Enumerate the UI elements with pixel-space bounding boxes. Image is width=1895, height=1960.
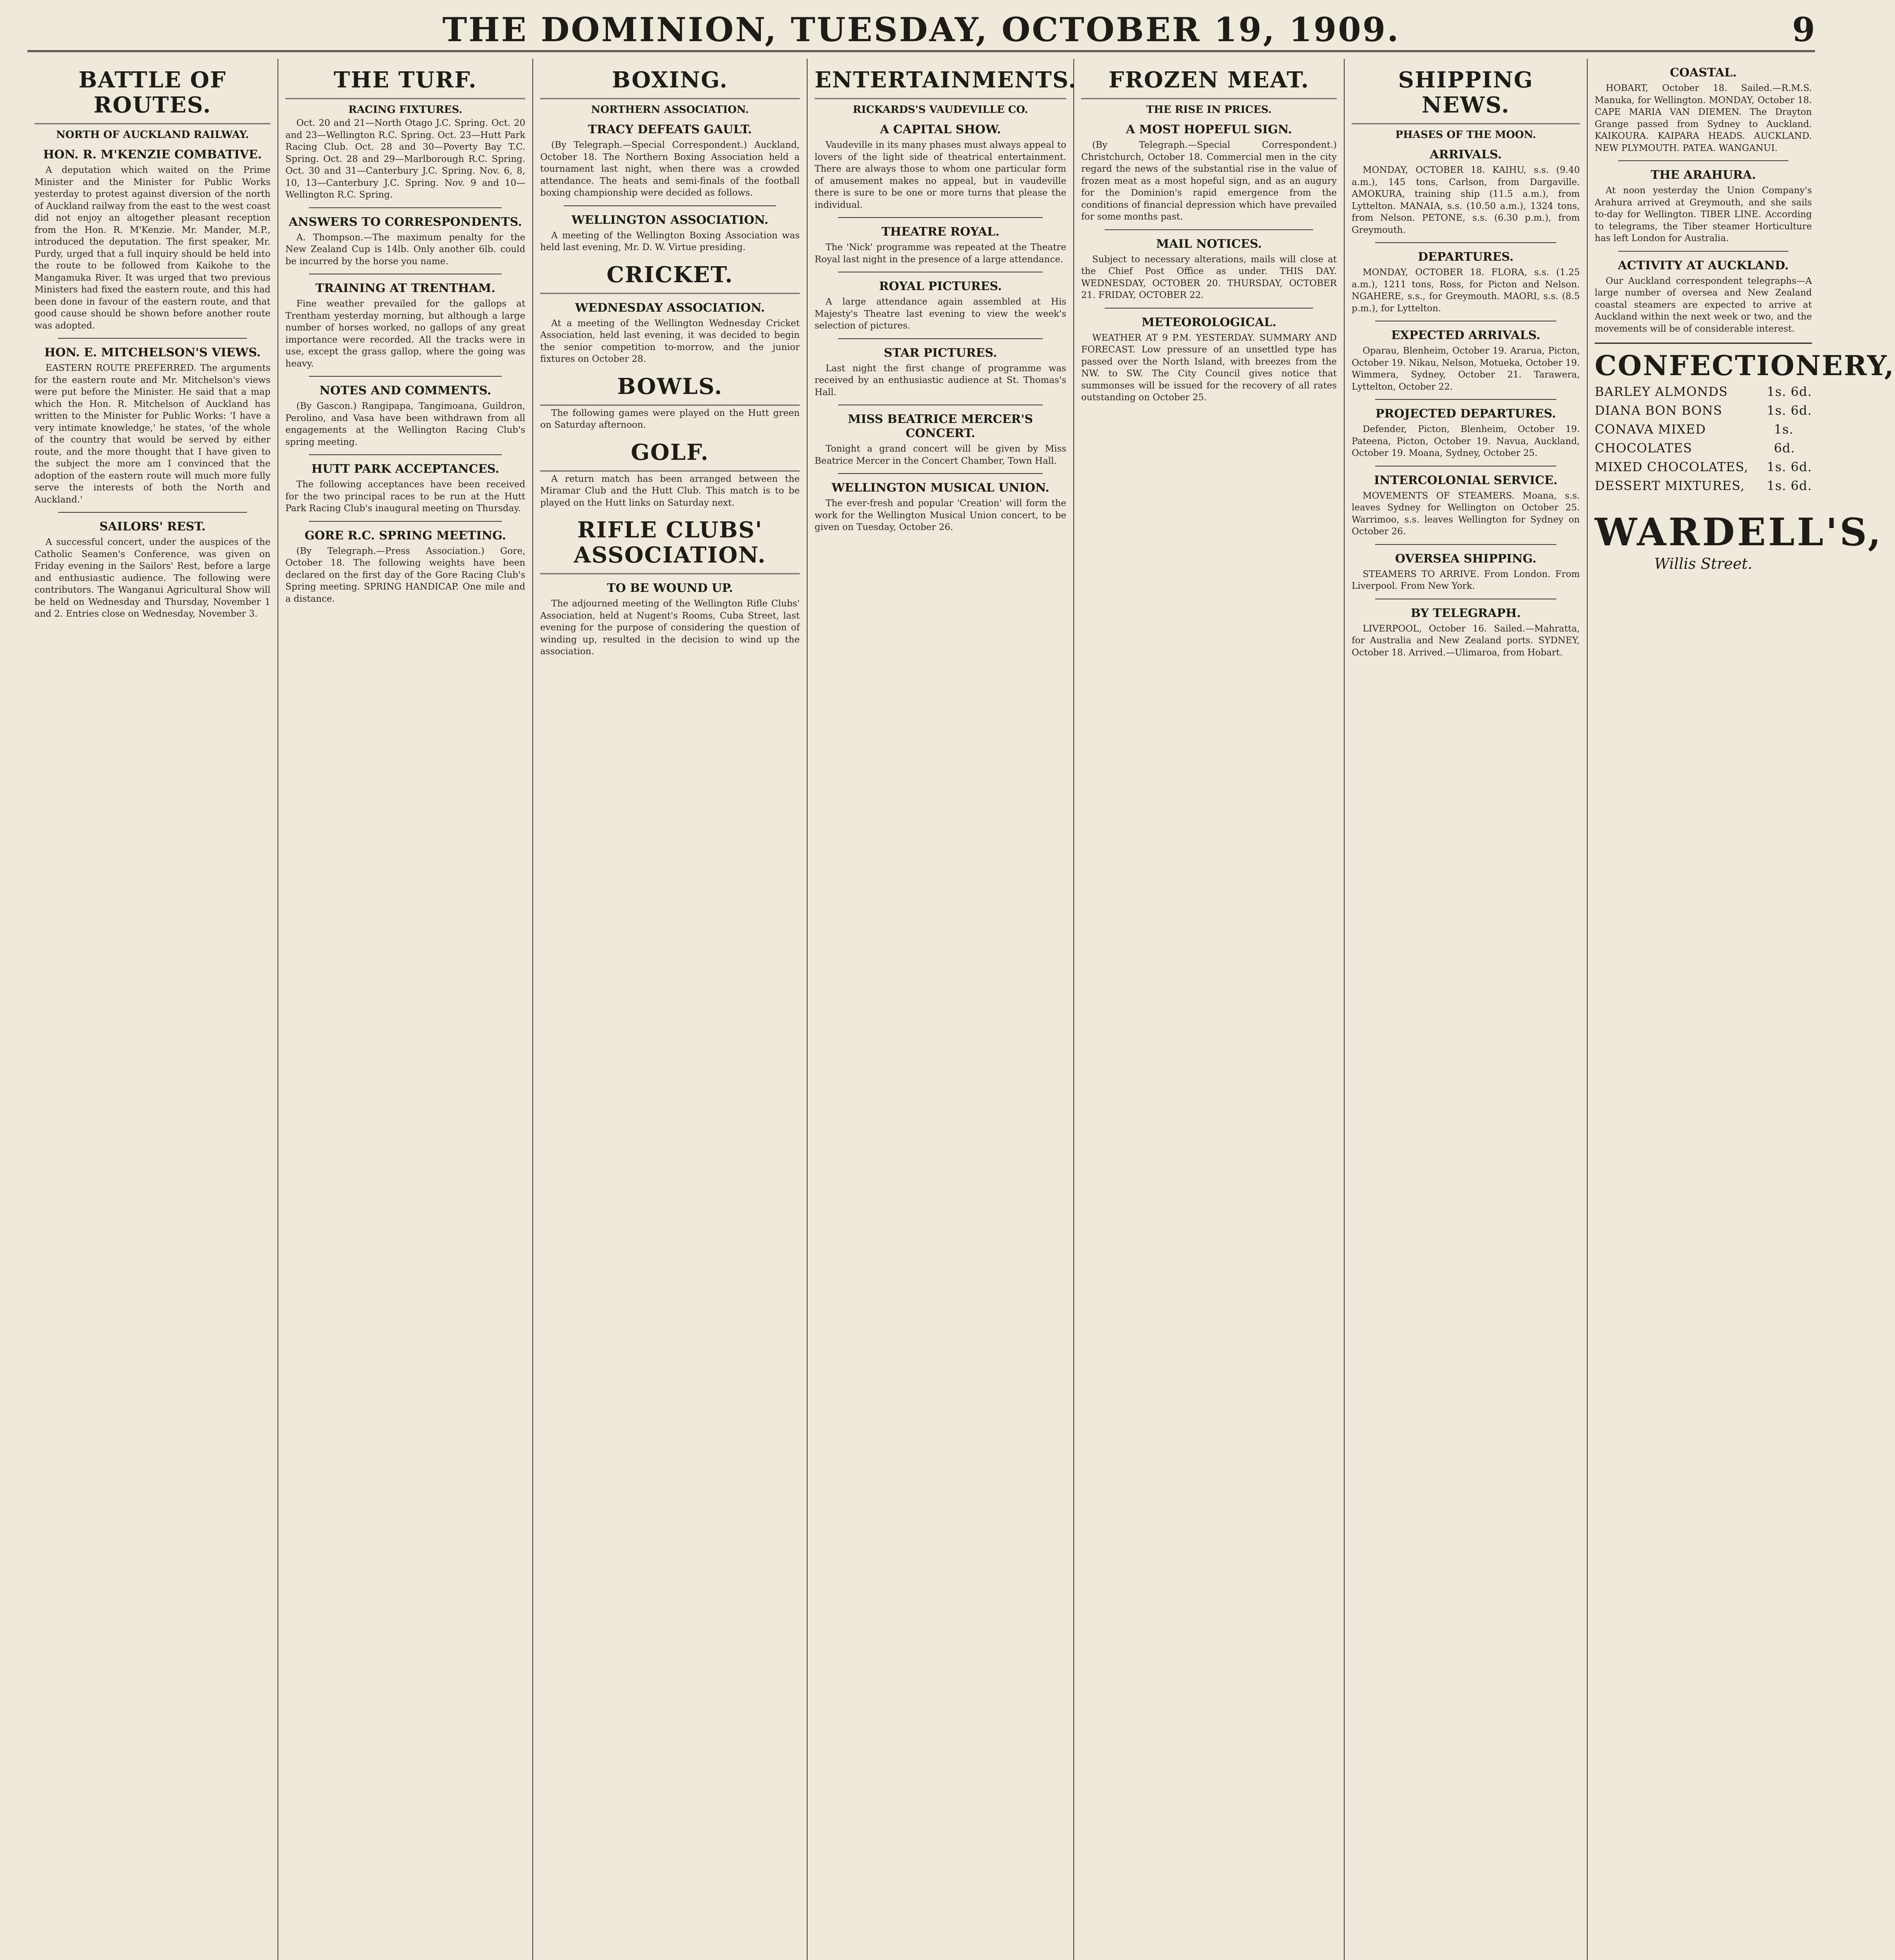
- section-heading: RIFLE CLUBS' ASSOCIATION.: [540, 517, 800, 574]
- article-headline: EXPECTED ARRIVALS.: [1391, 328, 1541, 342]
- item-price: 1s. 6d.: [1766, 384, 1812, 399]
- divider: [838, 338, 1043, 339]
- article-headline: ROYAL PICTURES.: [879, 279, 1002, 293]
- article-headline: WELLINGTON ASSOCIATION.: [571, 213, 769, 227]
- article-headline: HON. R. M'KENZIE COMBATIVE.: [43, 148, 262, 162]
- section-heading: GOLF.: [540, 440, 800, 472]
- article-headline: NOTES AND COMMENTS.: [319, 384, 492, 397]
- article-body: [1352, 490, 1580, 538]
- article-body: [540, 473, 800, 509]
- divider: [564, 205, 776, 206]
- article-body: [540, 230, 800, 254]
- article-body: [1352, 568, 1580, 592]
- paragraph: MONDAY, OCTOBER 18. KAIHU, s.s. (9.40 a.m.), 145 tons, Carlson, from Dargaville. AMOKURA, training ship (11.5 a.m.), from Lyttelton. MANAIA, s.s. (10.50 a.m.), 1324 tons, from Nelson. PETONE, s.s. (6.30 p.m.), from Greymouth.: [1352, 165, 1580, 235]
- article-headline: STAR PICTURES.: [884, 346, 997, 360]
- article-headline: MISS BEATRICE MERCER'S CONCERT.: [848, 412, 1033, 440]
- item-name: CONAVA MIXED CHOCOLATES: [1595, 422, 1706, 456]
- divider: [1105, 229, 1313, 230]
- column-2: [278, 59, 533, 1960]
- item-name: DESSERT MIXTURES,: [1595, 478, 1745, 493]
- article-headline: PROJECTED DEPARTURES.: [1375, 407, 1556, 421]
- article-body: [815, 363, 1066, 399]
- paragraph: EASTERN ROUTE PREFERRED. The arguments for the eastern route and Mr. Mitchelson's views were put before the Minister. He said that a map which the Hon. R. Mitchelson of Auckland has written to the Minister for Public Works: 'I have a very intimate knowledge,' he states, 'of the whole of the country that would be served by either route, and the more thought that I have given to the subject the more am I convinced that the adoption of the eastern route will much more fully serve the interests of both the North and Auckland.': [34, 363, 270, 505]
- paragraph: MOVEMENTS OF STEAMERS. Moana, s.s. leaves Sydney for Wellington on October 25. Warrimoo, s.s. leaves Wellington for Sydney on October 26.: [1352, 490, 1580, 537]
- section-heading: SHIPPING NEWS.: [1352, 67, 1580, 124]
- divider: [58, 338, 247, 339]
- article-headline: COASTAL.: [1670, 66, 1737, 80]
- article-body: [34, 164, 270, 332]
- paragraph: A deputation which waited on the Prime Minister and the Minister for Public Works yesterday to protest against diversion of the north of Auckland railway from the east to the west coast did not enjoy an altogether pleasant reception from the Hon. R. M'Kenzie. Mr. Mander, M.P., introduced the deputation. The first speaker, Mr. Purdy, urged that a full inquiry should be held into the route to be followed from Kaikohe to the Mangamuka River. It was urged that two previous Ministers had fixed the eastern route, and this had been done in favour of the eastern route, and that good cause should be shown before another route was adopted.: [34, 165, 270, 331]
- article-headline: A CAPITAL SHOW.: [880, 123, 1001, 136]
- article-headline: THEATRE ROYAL.: [881, 225, 1000, 239]
- article-body: [285, 117, 525, 201]
- section-subheading: THE RISE IN PRICES.: [1146, 104, 1272, 116]
- paragraph: Subject to necessary alterations, mails will close at the Chief Post Office as under. THIS DAY. WEDNESDAY, OCTOBER 20. THURSDAY, OCTOBER 21. FRIDAY, OCTOBER 22.: [1081, 254, 1337, 300]
- section-heading: BOXING.: [540, 67, 800, 99]
- article-headline: WELLINGTON MUSICAL UNION.: [831, 481, 1049, 495]
- article-headline: HUTT PARK ACCEPTANCES.: [311, 462, 499, 476]
- column-1: [27, 59, 278, 1960]
- column-4: [808, 59, 1077, 1960]
- article-headline: TRACY DEFEATS GAULT.: [588, 123, 752, 136]
- paragraph: A successful concert, under the auspices of the Catholic Seamen's Conference, was given on Friday evening in the Sailors' Rest, before a large and enthusiastic audience. The following were contributors. The Wanganui Agricultural Show will be held on Wednesday and Thursday, November 1 and 2. Entries close on Wednesday, November 3.: [34, 537, 270, 619]
- paragraph: Oparau, Blenheim, October 19. Ararua, Picton, October 19. Nikau, Nelson, Motueka, October 19. Wimmera, Sydney, October 21. Tarawera, Lyttelton, October 22.: [1352, 346, 1580, 392]
- article-body: [285, 400, 525, 448]
- article-headline: THE ARAHURA.: [1650, 168, 1756, 182]
- section-heading: BATTLE OF ROUTES.: [34, 67, 270, 124]
- article-body: [285, 479, 525, 515]
- article-headline: TO BE WOUND UP.: [607, 581, 733, 595]
- article-body: [1352, 423, 1580, 459]
- article-body: [1081, 254, 1337, 301]
- masthead-title: THE DOMINION, TUESDAY, OCTOBER 19, 1909.: [442, 10, 1400, 49]
- article-body: [1595, 275, 1812, 335]
- item-price: 1s. 6d.: [1766, 478, 1812, 493]
- article-headline: A MOST HOPEFUL SIGN.: [1126, 123, 1292, 136]
- article-headline: TRAINING AT TRENTHAM.: [315, 281, 496, 295]
- article-headline: GORE R.C. SPRING MEETING.: [305, 528, 506, 543]
- article-body: [815, 241, 1066, 265]
- divider: [1618, 251, 1788, 252]
- paragraph: LIVERPOOL, October 16. Sailed.—Mahratta, for Australia and New Zealand ports. SYDNEY, October 18. Arrived.—Ulimaroa, from Hobart.: [1352, 623, 1580, 658]
- article-body: [815, 139, 1066, 211]
- item-name: BARLEY ALMONDS: [1595, 384, 1728, 399]
- article-body: [815, 497, 1066, 534]
- divider: [1375, 399, 1556, 400]
- price-row: [1595, 382, 1812, 401]
- divider: [838, 217, 1043, 218]
- divider: [838, 473, 1043, 474]
- column-6: [1345, 59, 1588, 1960]
- price-row: [1595, 420, 1812, 457]
- column-5: [1074, 59, 1345, 1960]
- article-headline: INTERCOLONIAL SERVICE.: [1374, 473, 1557, 487]
- article-headline: ANSWERS TO CORRESPONDENTS.: [289, 215, 522, 229]
- paragraph: HOBART, October 18. Sailed.—R.M.S. Manuka, for Wellington. MONDAY, October 18. CAPE MARIA VAN DIEMEN. The Drayton Grange passed from Sydney to Auckland. KAIKOURA. KAIPARA HEADS. AUCKLAND. NEW PLYMOUTH. PATEA. WANGANUI.: [1595, 83, 1812, 153]
- divider: [58, 512, 247, 513]
- paragraph: (By Telegraph.—Press Association.) Gore, October 18. The following weights have been declared on the first day of the Gore Racing Club's Spring meeting. SPRING HANDICAP. One mile and a distance.: [285, 546, 525, 604]
- section-heading: THE TURF.: [285, 67, 525, 99]
- article-body: [285, 298, 525, 370]
- paragraph: At noon yesterday the Union Company's Arahura arrived at Greymouth, and she sails to-day for Wellington. TIBER LINE. According to telegrams, the Tiber steamer Horticulture has left London for Australia.: [1595, 185, 1812, 243]
- article-headline: DEPARTURES.: [1418, 250, 1514, 264]
- column-7: [1588, 59, 1895, 1960]
- article-body: [1352, 164, 1580, 236]
- paragraph: A large attendance again assembled at His Majesty's Theatre last evening to view the week's selection of pictures.: [815, 297, 1066, 331]
- paragraph: Defender, Picton, Blenheim, October 19. Pateena, Picton, October 19. Navua, Auckland, October 19. Moana, Sydney, October 25.: [1352, 424, 1580, 458]
- paragraph: At a meeting of the Wellington Wednesday Cricket Association, held last evening, it was decided to begin the senior competition to-morrow, and the junior fixtures on October 28.: [540, 318, 800, 364]
- paragraph: The following acceptances have been received for the two principal races to be run at the Hutt Park Racing Club's inaugural meeting on Thursday.: [285, 479, 525, 514]
- article-body: [34, 362, 270, 506]
- paragraph: Our Auckland correspondent telegraphs—A large number of oversea and New Zealand coastal steamers are expected to arrive at Auckland within the next week or two, and the movements will be of considerable interest.: [1595, 276, 1812, 334]
- section-heading: BOWLS.: [540, 374, 800, 406]
- divider: [1105, 308, 1313, 309]
- paragraph: The following games were played on the Hutt green on Saturday afternoon.: [540, 408, 800, 430]
- paragraph: Vaudeville in its many phases must always appeal to lovers of the light side of theatrical entertainment. There are always those to whom one particular form of amusement makes no appeal, but in vaudeville there is sure to be one or more turns that please the individual.: [815, 140, 1066, 210]
- page-number: 9: [1792, 10, 1815, 49]
- price-row: [1595, 401, 1812, 420]
- section-heading: ENTERTAINMENTS.: [815, 67, 1066, 99]
- paragraph: MONDAY, OCTOBER 18. FLORA, s.s. (1.25 a.m.), 1211 tons, Ross, for Picton and Nelson. NGAHERE, s.s., for Greymouth. MAORI, s.s. (8.5 p.m.), for Lyttelton.: [1352, 267, 1580, 314]
- article-headline: ACTIVITY AT AUCKLAND.: [1618, 258, 1789, 272]
- article-headline: WEDNESDAY ASSOCIATION.: [575, 301, 765, 315]
- item-price: 1s. 6d.: [1766, 459, 1812, 474]
- paragraph: A return match has been arranged between the Miramar Club and the Hutt Club. This match is to be played on the Hutt links on Saturday next.: [540, 474, 800, 508]
- section-subheading: PHASES OF THE MOON.: [1395, 129, 1536, 141]
- article-headline: BY TELEGRAPH.: [1410, 606, 1521, 620]
- item-price: 1s. 6d.: [1766, 403, 1812, 418]
- paragraph: A. Thompson.—The maximum penalty for the New Zealand Cup is 14lb. Only another 6lb. could be incurred by the horse you name.: [285, 232, 525, 267]
- paragraph: WEATHER AT 9 P.M. YESTERDAY. SUMMARY AND FORECAST. Low pressure of an unsettled type has passed over the North Island, with breezes from the NW. to SW. The City Council gives notice that summonses will be issued for the recovery of all rates outstanding on October 25.: [1081, 332, 1337, 403]
- divider: [1618, 160, 1788, 161]
- article-body: [540, 139, 800, 199]
- article-body: [1352, 623, 1580, 659]
- section-heading: FROZEN MEAT.: [1081, 67, 1337, 99]
- paragraph: (By Gascon.) Rangipapa, Tangimoana, Guildron, Perolino, and Vasa have been withdrawn from all engagements at the Wellington Racing Club's spring meeting.: [285, 401, 525, 447]
- ad-brand: WARDELL'S,: [1595, 510, 1884, 554]
- article-body: [1081, 139, 1337, 223]
- paragraph: (By Telegraph.—Special Correspondent.) Christchurch, October 18. Commercial men in the city regard the news of the substantial rise in the value of frozen meat as a most hopeful sign, and as an augury for the Dominion's rapid emergence from the conditions of financial depression which have prevailed for some months past.: [1081, 140, 1337, 222]
- article-headline: SAILORS' REST.: [99, 520, 206, 534]
- article-body: [285, 232, 525, 268]
- section-subheading: NORTH OF AUCKLAND RAILWAY.: [56, 129, 249, 141]
- paragraph: (By Telegraph.—Special Correspondent.) Auckland, October 18. The Northern Boxing Association held a tournament last night, when there was a crowded attendance. The heats and semi-finals of the football boxing championship were decided as follows.: [540, 140, 800, 198]
- article-headline: MAIL NOTICES.: [1156, 237, 1262, 251]
- article-body: [1081, 332, 1337, 404]
- price-row: [1595, 457, 1812, 476]
- article-headline: OVERSEA SHIPPING.: [1395, 552, 1537, 566]
- paragraph: Oct. 20 and 21—North Otago J.C. Spring. Oct. 20 and 23—Wellington R.C. Spring. Oct. 23—Hutt Park Racing Club. Oct. 28 and 30—Poverty Bay T.C. Spring. Oct. 28 and 29—Marlborough R.C. Spring. Oct. 30 and 31—Canterbury J.C. Spring. Nov. 6, 8, 10, 13—Canterbury J.C. Spring. Nov. 9 and 10—Wellington R.C. Spring.: [285, 118, 525, 200]
- divider: [309, 454, 502, 455]
- article-body: [1595, 82, 1812, 154]
- item-price: 1s. 6d.: [1774, 422, 1795, 456]
- article-body: [540, 318, 800, 365]
- article-body: [1352, 345, 1580, 393]
- divider: [309, 521, 502, 522]
- paragraph: The ever-fresh and popular 'Creation' will form the work for the Wellington Musical Union concert, to be given on Tuesday, October 26.: [815, 498, 1066, 532]
- article-body: [34, 536, 270, 620]
- column-3: [533, 59, 808, 1960]
- price-row: [1595, 476, 1812, 495]
- article-body: [815, 296, 1066, 332]
- advertisement: [1595, 343, 1895, 573]
- paragraph: Last night the first change of programme was received by an enthusiastic audience at St. Thomas's Hall.: [815, 363, 1066, 397]
- section-subheading: RICKARDS'S VAUDEVILLE CO.: [853, 104, 1028, 116]
- divider: [309, 376, 502, 377]
- paragraph: The 'Nick' programme was repeated at the Theatre Royal last night in the presence of a large attendance.: [815, 242, 1066, 265]
- paragraph: Tonight a grand concert will be given by Miss Beatrice Mercer in the Concert Chamber, Town Hall.: [815, 444, 1066, 466]
- article-body: [1595, 185, 1812, 245]
- item-name: MIXED CHOCOLATES,: [1595, 459, 1748, 474]
- divider: [1375, 242, 1556, 243]
- item-name: DIANA BON BONS: [1595, 403, 1723, 418]
- article-headline: METEOROLOGICAL.: [1141, 315, 1277, 329]
- divider: [1375, 544, 1556, 545]
- article-body: [815, 443, 1066, 467]
- ad-brand-address: Willis Street.: [1654, 555, 1753, 572]
- divider: [309, 207, 502, 208]
- section-subheading: RACING FIXTURES.: [348, 104, 463, 116]
- article-body: [540, 407, 800, 431]
- paragraph: The adjourned meeting of the Wellington Rifle Clubs' Association, held at Nugent's Rooms, Cuba Street, last evening for the purpose of considering the question of winding up, resulted in the decision to wind up the association.: [540, 599, 800, 657]
- section-heading: CRICKET.: [540, 262, 800, 294]
- ad-title: CONFECTIONERY,: [1595, 349, 1895, 382]
- article-body: [1352, 267, 1580, 314]
- article-body: [285, 545, 525, 605]
- section-subheading: NORTHERN ASSOCIATION.: [591, 104, 749, 116]
- paragraph: STEAMERS TO ARRIVE. From London. From Liverpool. From New York.: [1352, 569, 1580, 591]
- paragraph: A meeting of the Wellington Boxing Association was held last evening, Mr. D. W. Virtue presiding.: [540, 230, 800, 252]
- article-headline: HON. E. MITCHELSON'S VIEWS.: [44, 346, 261, 359]
- masthead: [27, 7, 1815, 52]
- article-body: [540, 598, 800, 658]
- article-headline: ARRIVALS.: [1430, 148, 1502, 162]
- paragraph: Fine weather prevailed for the gallops at Trentham yesterday morning, but although a large number of horses worked, no gallops of any great importance were recorded. All the tracks were in use, except the grass gallop, where the going was heavy.: [285, 299, 525, 369]
